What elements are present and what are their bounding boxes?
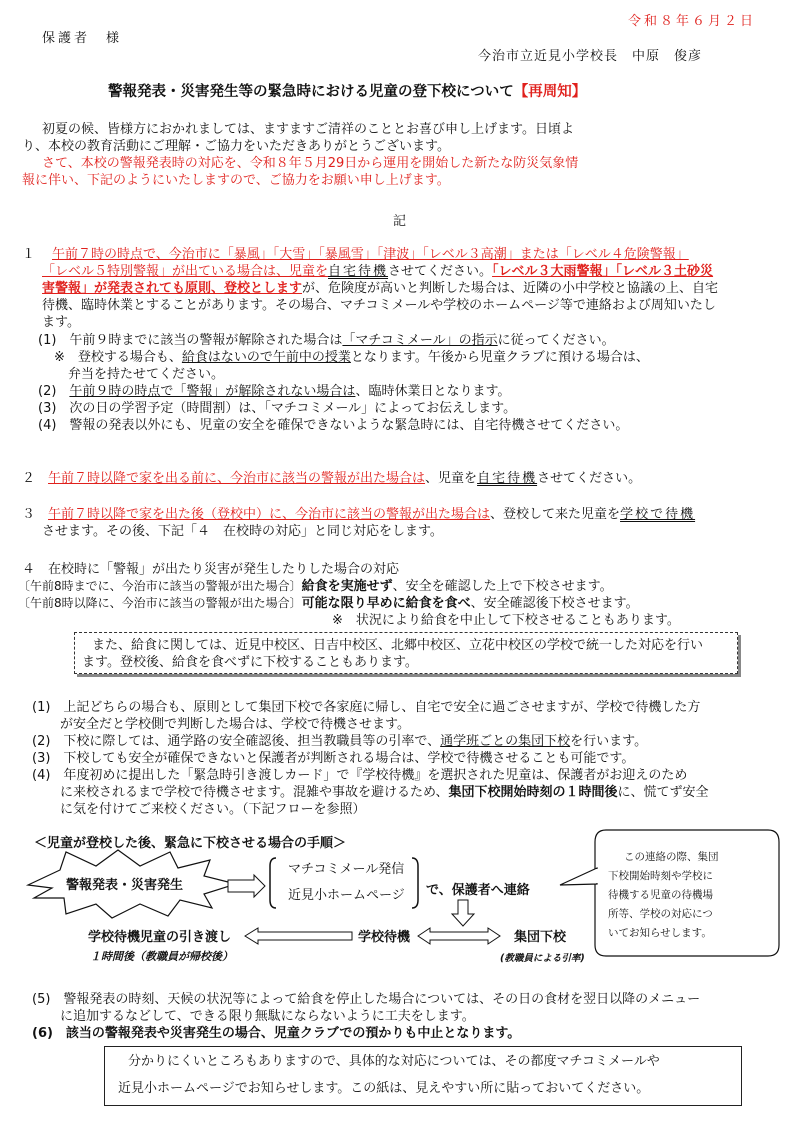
bubble-line-4: 所等、学校の対応につ (608, 908, 713, 920)
bubble-line-2: 下校開始時刻や学校に (608, 870, 713, 882)
flow-mail-label: マチコミメール発信 (288, 862, 405, 877)
title-tag: 【再周知】 (513, 84, 587, 100)
section-4-note: ※ 状況により給食を中止して下校させることもあります。 (332, 613, 680, 628)
sender: 今治市立近見小学校長 中原 俊彦 (478, 49, 703, 64)
title-main: 警報発表・災害発生等の緊急時における児童の登下校について (108, 84, 514, 100)
s5-item-4-cont-2: に気を付けてご来校ください。（下記フローを参照） (60, 802, 366, 817)
section-6 (22, 991, 792, 1051)
section-3-line-2: させます。その後、下記「４ 在校時の対応」と同じ対応をします。 (42, 524, 443, 539)
s1-item-1-note-2: 弁当を持たせてください。 (68, 367, 225, 382)
section-2: ２ 午前７時以降で家を出る前に、今治市に該当の警報が出た場合は、児童を自宅待機させてください。 (22, 471, 642, 486)
flow-web-label: 近見小ホームページ (288, 888, 405, 903)
footer-line-1: 分かりにくいところもありますので、具体的な対応については、その都度マチコミメールや (128, 1054, 660, 1069)
footer-line-2: 近見小ホームページでお知らせします。この紙は、見えやすい所に貼っておいてください。 (118, 1081, 650, 1096)
flow-contact-label: で、保護者へ連絡 (426, 883, 530, 898)
arrow-wait-group (418, 928, 500, 944)
flow-burst-label: 警報発表・災害発生 (66, 878, 184, 893)
lunch-notice-line-1: また、給食に関しては、近見中校区、日吉中校区、北郷中校区、立花中校区の学校で統一した対応を行い (92, 638, 704, 653)
section-1-line-2: 「レベル５特別警報」が出ている場合は、児童を自宅待機させてください。「レベル３大雨警報」「レベル３土砂災 (42, 264, 714, 279)
section-1-line-3: 害警報」が発表されても原則、登校としますが、危険度が高いと判断した場合は、近隣の小中学校と協議の上、自宅 (42, 281, 719, 296)
flow-handover-label: 学校待機児童の引き渡し (88, 930, 232, 945)
s1-item-3: (3) 次の日の学習予定（時間割）は、「マチコミメール」によってお伝えします。 (38, 401, 517, 416)
intro-line-4: 報に伴い、下記のようにいたしますので、ご協力をお願い申し上げます。 (22, 173, 450, 188)
s5-item-3: (3) 下校しても安全が確保できないと保護者が判断される場合は、学校で待機させることも可能です。 (32, 751, 635, 766)
arrow-wait-to-handover (245, 928, 352, 944)
section-3-line-1: ３ 午前７時以降で家を出た後（登校中）に、今治市に該当の警報が出た場合は、登校して来た児童を学校で待機 (22, 507, 696, 522)
bracket-right (412, 858, 418, 908)
s1-item-4: (4) 警報の発表以外にも、児童の安全を確保できないような緊急時には、自宅待機させてください。 (38, 418, 629, 433)
s5-item-4-cont: に来校されるまで学校で待機させます。混雑や事故を避けるため、集団下校開始時刻の１時間後に、慌てず安全 (60, 785, 709, 800)
section-1-line-5: ます。 (42, 315, 80, 330)
recipient: 保護者 様 (42, 31, 123, 46)
arrow-burst-to-mail (228, 875, 265, 897)
section-1-line-4: 待機、臨時休業とすることがあります。その場合、マチコミメールや学校のホームページ等で連絡および周知いたし (42, 298, 716, 313)
lunch-notice-line-2: ます。登校後、給食を食べずに下校することもあります。 (82, 655, 418, 670)
flow-wait-label: 学校待機 (358, 930, 411, 945)
document-date: 令和８年６月２日 (628, 14, 757, 29)
flow-hour-label: １時間後（教職員が帰校後） (90, 950, 233, 963)
s6-item-5-cont: に追加するなどして、できる限り無駄にならないように工夫をします。 (60, 1009, 475, 1024)
s5-item-1: (1) 上記どちらの場合も、原則として集団下校で各家庭に帰し、自宅で安全に過ごさせますが、学校で待機した方 (32, 700, 701, 715)
section-4-heading: ４ 在校時に「警報」が出たり災害が発生したりした場合の対応 (22, 562, 400, 577)
speech-bubble-tail (560, 868, 597, 885)
section-1-number: １ (22, 247, 36, 262)
intro-line-1: 初夏の候、皆様方におかれましては、ますますご清祥のこととお喜び申し上げます。日頃よ (42, 122, 574, 137)
section-4-case-2: 〔午前8時以降に、今治市に該当の警報が出た場合〕可能な限り早めに給食を食べ、安全確認後下校させます。 (18, 596, 639, 611)
s5-item-4: (4) 年度初めに提出した「緊急時引き渡しカード」で『学校待機』を選択された児童は、保護者がお迎えのため (32, 768, 688, 783)
flow-title: ＜児童が登校した後、緊急に下校させる場合の手順＞ (34, 836, 347, 851)
bracket-left (270, 858, 276, 908)
s5-item-1-cont: が安全だと学校側で判断した場合は、学校で待機させます。 (60, 717, 410, 732)
bubble-line-1: この連絡の際、集団 (624, 851, 719, 863)
ki-heading: 記 (393, 214, 407, 229)
flow-group-label: 集団下校 (514, 930, 567, 945)
section-4-case-1: 〔午前8時までに、今治市に該当の警報が出た場合〕給食を実施せず、安全を確認した上で下校させます。 (18, 579, 613, 594)
s1-item-1-note: ※ 登校する場合も、給食はないので午前中の授業となります。午後から児童クラブに預ける場合は、 (54, 350, 649, 365)
bubble-text (608, 848, 719, 943)
s1-item-2: (2) 午前９時の時点で「警報」が解除されない場合は、臨時休業日となります。 (38, 384, 511, 399)
arrow-down-to-wait (452, 900, 474, 926)
intro-line-2: り、本校の教育活動にご理解・ご協力をいただきありがとうございます。 (22, 139, 450, 154)
bubble-line-5: いてお知らせします。 (608, 927, 712, 939)
flow-escort-label: (教職員による引率) (500, 953, 585, 964)
section-1-line-1: 午前７時の時点で、今治市に「暴風」「大雪」「暴風雪」「津波」「レベル３高潮」または「レベル４危険警報」 (52, 247, 689, 262)
s6-item-5: (5) 警報発表の時刻、天候の状況等によって給食を停止した場合については、その日の食材を翌日以降のメニュー (32, 992, 701, 1007)
s5-item-2: (2) 下校に際しては、通学路の安全確認後、担当教職員等の引率で、通学班ごとの集団下校を行います。 (32, 734, 648, 749)
intro-line-3: さて、本校の警報発表時の対応を、令和８年５月29日から運用を開始した新たな防災気象情 (42, 156, 579, 171)
s1-item-1: (1) 午前９時までに該当の警報が解除された場合は「マチコミメール」の指示に従ってください。 (38, 333, 615, 348)
bubble-line-3: 待機する児童の待機場 (608, 889, 713, 901)
s6-item-6: (6) 該当の警報発表や災害発生の場合、児童クラブでの預かりも中止となります。 (32, 1026, 521, 1041)
